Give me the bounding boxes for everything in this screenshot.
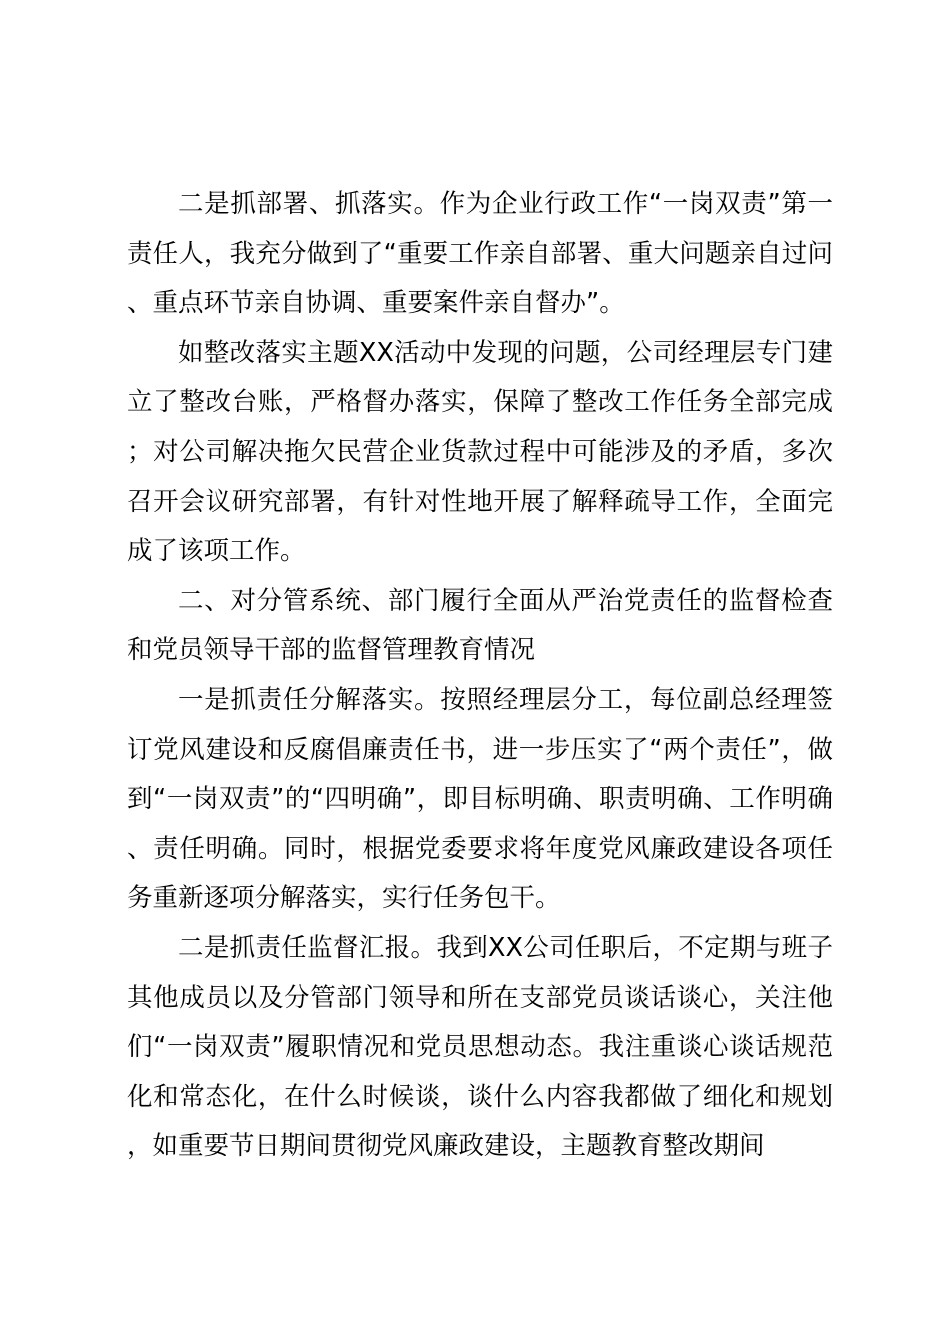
paragraph-deployment: 二是抓部署、抓落实。作为企业行政工作“一岗双责”第一责任人，我充分做到了“重要工作亲自部署、重大问题亲自过问、重点环节亲自协调、重要案件亲自督办”。 [127, 189, 833, 319]
paragraph-responsibility-decomposition: 一是抓责任分解落实。按照经理层分工，每位副总经理签订党风建设和反腐倡廉责任书，进一步压实了“两个责任”，做到“一岗双责”的“四明确”，即目标明确、职责明确、工作明确、责任明确。同时，根据党委要求将年度党风廉政建设各项任务重新逐项分解落实，实行任务包干。 [127, 684, 833, 914]
section-heading-supervision: 二、对分管系统、部门履行全面从严治党责任的监督检查和党员领导干部的监督管理教育情况 [127, 585, 833, 666]
paragraph-responsibility-supervision: 二是抓责任监督汇报。我到XX公司任职后，不定期与班子其他成员以及分管部门领导和所在支部党员谈话谈心，关注他们“一岗双责”履职情况和党员思想动态。我注重谈心谈话规范化和常态化，在什么时候谈，谈什么内容我都做了细化和规划，如重要节日期间贯彻党风廉政建设，主题教育整改期间 [127, 932, 833, 1162]
paragraph-rectification: 如整改落实主题XX活动中发现的问题，公司经理层专门建立了整改台账，严格督办落实，保障了整改工作任务全部完成；对公司解决拖欠民营企业货款过程中可能涉及的矛盾，多次召开会议研究部署，有针对性地开展了解释疏导工作，全面完成了该项工作。 [127, 337, 833, 567]
document-body [127, 180, 833, 1172]
